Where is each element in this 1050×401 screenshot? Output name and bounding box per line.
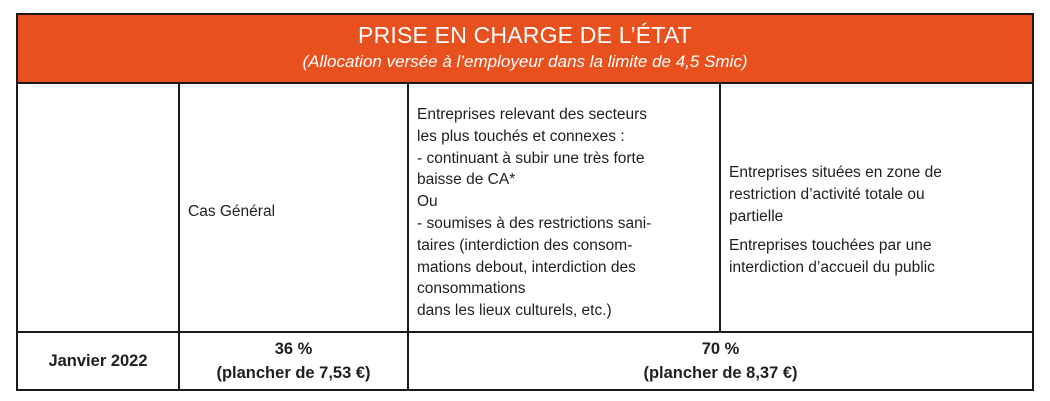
restriction-line: Entreprises touchées par une <box>729 237 932 255</box>
special-rate: 70 % <box>701 340 740 358</box>
paragraph-spacer <box>729 227 942 235</box>
sectors-line: mations debout, interdiction des <box>417 258 636 276</box>
cas-general-cell: Cas Général <box>188 203 276 220</box>
restriction-line: Entreprises situées en zone de <box>729 164 942 181</box>
sectors-line: dans les lieux culturels, etc.) <box>417 302 612 320</box>
column-divider <box>407 84 409 331</box>
restriction-line: interdiction d’accueil du public <box>729 259 935 277</box>
sectors-line: Entreprises relevant des secteurs <box>417 106 648 123</box>
restriction-cell <box>729 162 942 279</box>
sectors-line: consommations <box>417 280 526 298</box>
restriction-line: partielle <box>729 207 784 225</box>
sectors-cell <box>417 104 651 322</box>
sectors-line: les plus touchés et connexes : <box>417 127 625 145</box>
column-divider <box>178 84 180 331</box>
general-rate-cell <box>180 337 407 385</box>
special-rate-cell <box>409 337 1032 385</box>
table-title: PRISE EN CHARGE DE L’ÉTAT <box>358 22 692 48</box>
sectors-line: Ou <box>417 193 438 211</box>
general-rate: 36 % <box>274 340 313 358</box>
restriction-line: restriction d’activité totale ou <box>729 185 925 203</box>
sectors-line: taires (interdiction des consom- <box>417 236 633 254</box>
sectors-line: - soumises à des restrictions sani- <box>417 214 652 232</box>
allocation-table <box>16 13 1034 391</box>
general-floor: (plancher de 7,53 €) <box>216 364 371 382</box>
sectors-line: - continuant à subir une très forte <box>417 149 645 167</box>
rates-row <box>18 333 1032 389</box>
table-header <box>18 15 1032 84</box>
table-subtitle: (Allocation versée à l’employeur dans la limite de 4,5 Smic) <box>302 52 748 71</box>
sectors-line: baisse de CA* <box>417 171 516 189</box>
period-label: Janvier 2022 <box>48 352 148 370</box>
categories-row <box>18 84 1032 333</box>
special-floor: (plancher de 8,37 €) <box>643 364 798 382</box>
column-divider <box>719 84 721 331</box>
